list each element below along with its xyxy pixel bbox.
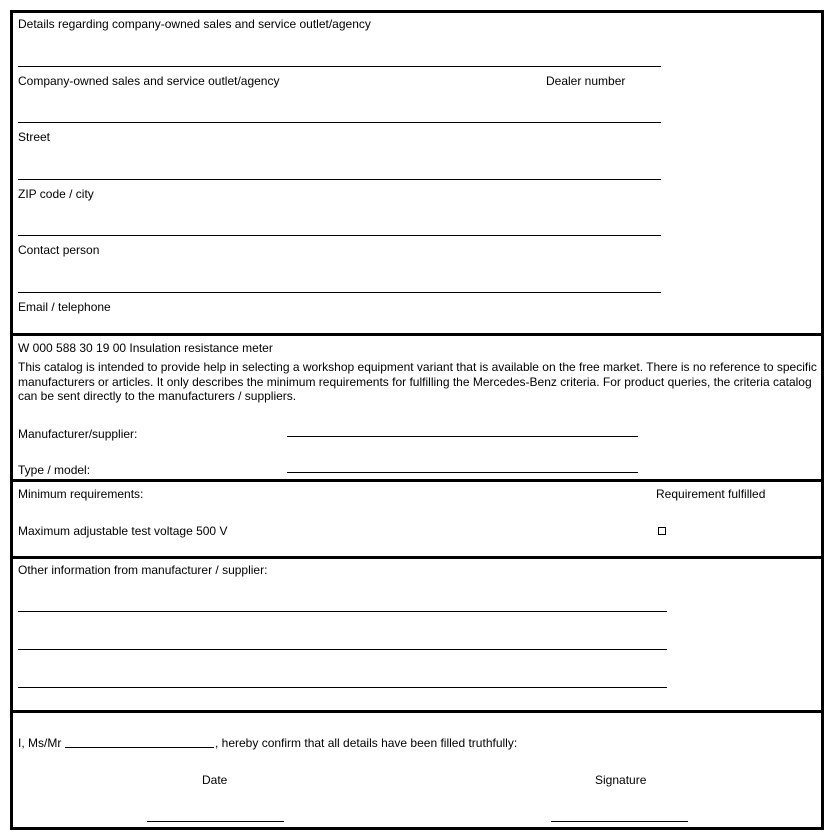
date-label: Date bbox=[202, 773, 228, 787]
product-title: W 000 588 30 19 00 Insulation resistance meter bbox=[18, 341, 273, 355]
other-info-line-2[interactable] bbox=[18, 649, 667, 650]
signature-input-line[interactable] bbox=[551, 821, 688, 822]
requirements-heading: Minimum requirements: bbox=[18, 487, 144, 501]
signature-label: Signature bbox=[595, 773, 647, 787]
date-input-line[interactable] bbox=[147, 821, 284, 822]
outlet-label: Company-owned sales and service outlet/agency bbox=[18, 74, 280, 88]
requirement-fulfilled-label: Requirement fulfilled bbox=[656, 487, 766, 501]
requirement-item-text: Maximum adjustable test voltage 500 V bbox=[18, 524, 228, 538]
email-telephone-label: Email / telephone bbox=[18, 300, 111, 314]
dealer-number-label: Dealer number bbox=[546, 74, 626, 88]
zip-city-label: ZIP code / city bbox=[18, 187, 94, 201]
other-info-heading: Other information from manufacturer / supplier: bbox=[18, 563, 268, 577]
email-input-line[interactable] bbox=[18, 292, 661, 293]
product-description: This catalog is intended to provide help in selecting a workshop equipment variant that is available on the free market. There is no reference to specific manufacturers or articles. It only describes the minimum requirements for fulfilling the Mercedes-Benz criteria. For product queries, the criteria catalog can be sent directly to the manufacturers / suppliers. bbox=[18, 360, 817, 403]
zip-city-input-line[interactable] bbox=[18, 179, 661, 180]
confirmation-section bbox=[10, 710, 824, 830]
contact-input-line[interactable] bbox=[18, 235, 661, 236]
other-info-section bbox=[10, 556, 824, 713]
other-info-line-1[interactable] bbox=[18, 611, 667, 612]
name-input-line[interactable] bbox=[65, 747, 214, 748]
outlet-input-line[interactable] bbox=[18, 66, 661, 67]
product-section bbox=[10, 333, 824, 482]
other-info-line-3[interactable] bbox=[18, 687, 667, 688]
manufacturer-input-line[interactable] bbox=[287, 436, 638, 437]
street-input-line[interactable] bbox=[18, 122, 661, 123]
type-model-label: Type / model: bbox=[18, 463, 91, 477]
requirement-fulfilled-checkbox[interactable] bbox=[658, 527, 666, 535]
confirmation-suffix: , hereby confirm that all details have been filled truthfully: bbox=[215, 736, 518, 750]
type-model-input-line[interactable] bbox=[287, 472, 638, 473]
confirmation-prefix: I, Ms/Mr bbox=[18, 736, 62, 750]
requirements-section bbox=[10, 479, 824, 559]
contact-label: Contact person bbox=[18, 243, 100, 257]
manufacturer-label: Manufacturer/supplier: bbox=[18, 427, 138, 441]
street-label: Street bbox=[18, 130, 51, 144]
agency-heading: Details regarding company-owned sales and service outlet/agency bbox=[18, 17, 371, 31]
agency-section bbox=[10, 10, 824, 336]
